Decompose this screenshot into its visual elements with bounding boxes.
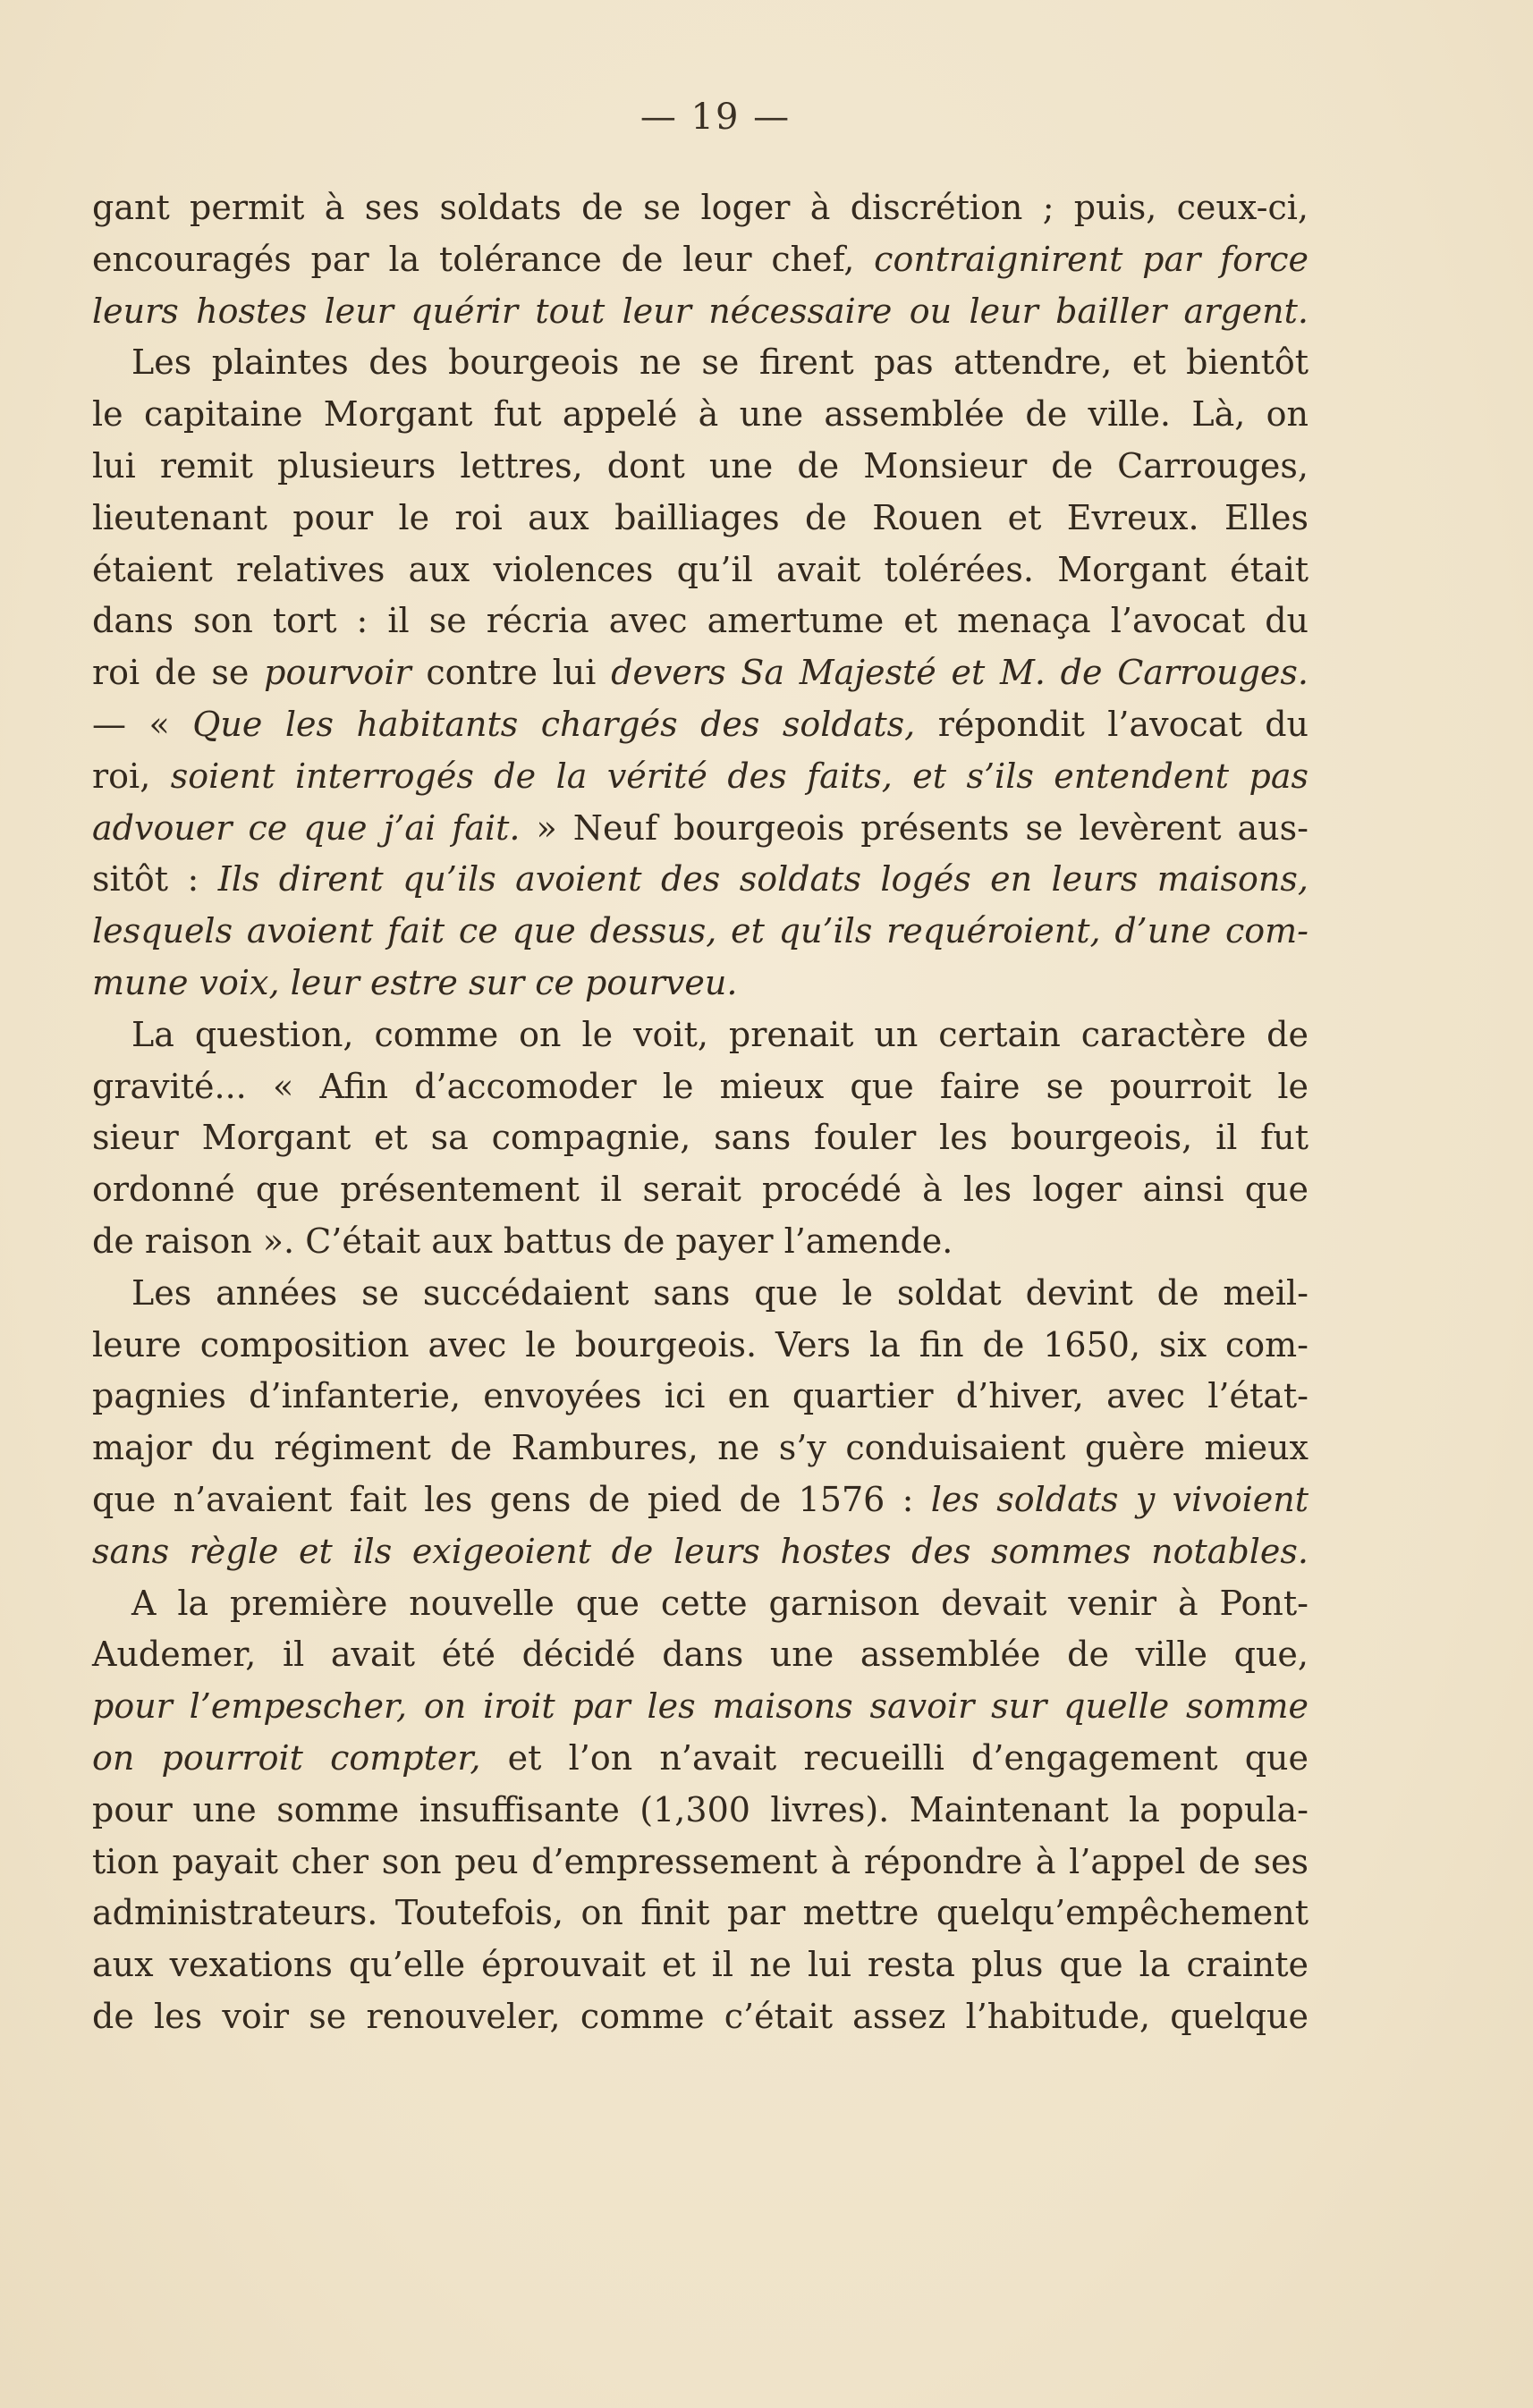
text-line-15: lesquels avoient fait ce que dessus, et qu’ils requéroient, d’une com-	[92, 911, 1309, 951]
text-line-35: aux vexations qu’elle éprouvait et il ne lui resta plus que la crainte	[92, 1945, 1309, 1985]
text-line-26: que n’avaient fait les gens de pied de 1576 : les soldats y vivoient	[92, 1479, 1309, 1519]
text-line-10: roi de se pourvoir contre lui devers Sa Majesté et M. de Carrouges.	[92, 653, 1309, 693]
text-line-16: mune voix, leur estre sur ce pourveu.	[92, 962, 738, 1002]
text-line-29: Audemer, il avait été décidé dans une assemblée de ville que,	[92, 1635, 1309, 1675]
text-line-9: dans son tort : il se récria avec amertume et menaça l’avocat du	[92, 601, 1309, 641]
text-line-24: pagnies d’infanterie, envoyées ici en quartier d’hiver, avec l’état-	[92, 1376, 1309, 1416]
text-line-17: La question, comme on le voit, prenait un certain caractère de	[131, 1014, 1309, 1054]
text-line-21: de raison ». C’était aux battus de payer l’amende.	[92, 1221, 953, 1261]
page-number: — 19 —	[639, 97, 792, 138]
text-line-2: encouragés par la tolérance de leur chef, contraignirent par force	[92, 239, 1309, 279]
text-line-31: on pourroit compter, et l’on n’avait recueilli d’engagement que	[92, 1737, 1309, 1778]
text-line-32: pour une somme insuffisante (1,300 livres). Maintenant la popula-	[92, 1789, 1309, 1829]
text-line-20: ordonné que présentement il serait procédé à les loger ainsi que	[92, 1170, 1309, 1210]
text-line-11: — « Que les habitants chargés des soldats, répondit l’avocat du	[92, 704, 1309, 744]
text-line-27: sans règle et ils exigeoient de leurs hostes des sommes notables.	[92, 1531, 1309, 1571]
text-line-4: Les plaintes des bourgeois ne se firent pas attendre, et bientôt	[131, 342, 1309, 383]
text-line-3: leurs hostes leur quérir tout leur nécessaire ou leur bailler argent.	[92, 291, 1309, 331]
text-line-14: sitôt : Ils dirent qu’ils avoient des soldats logés en leurs maisons,	[92, 859, 1309, 900]
text-line-7: lieutenant pour le roi aux bailliages de Rouen et Evreux. Elles	[92, 497, 1309, 537]
text-line-12: roi, soient interrogés de la vérité des faits, et s’ils entendent pas	[92, 756, 1309, 796]
text-line-23: leure composition avec le bourgeois. Vers la fin de 1650, six com-	[92, 1324, 1309, 1365]
text-line-13: advouer ce que j’ai fait. » Neuf bourgeois présents se levèrent aus-	[92, 807, 1309, 848]
body-text	[92, 182, 1309, 2043]
text-line-5: le capitaine Morgant fut appelé à une assemblée de ville. Là, on	[92, 394, 1309, 435]
text-line-30: pour l’empescher, on iroit par les maisons savoir sur quelle somme	[92, 1686, 1309, 1727]
text-line-34: administrateurs. Toutefois, on finit par mettre quelqu’empêchement	[92, 1893, 1309, 1933]
text-line-18: gravité... « Afin d’accomoder le mieux que faire se pourroit le	[92, 1066, 1309, 1106]
text-line-6: lui remit plusieurs lettres, dont une de Monsieur de Carrouges,	[92, 445, 1309, 486]
text-line-28: A la première nouvelle que cette garnison devait venir à Pont-	[131, 1583, 1309, 1623]
text-line-8: étaient relatives aux violences qu’il avait tolérées. Morgant était	[92, 549, 1309, 589]
text-line-22: Les années se succédaient sans que le soldat devint de meil-	[131, 1272, 1309, 1313]
text-line-1: gant permit à ses soldats de se loger à discrétion ; puis, ceux-ci,	[92, 188, 1309, 227]
text-line-25: major du régiment de Rambures, ne s’y conduisaient guère mieux	[92, 1428, 1309, 1468]
text-line-36: de les voir se renouveler, comme c’était assez l’habitude, quelque	[92, 1996, 1309, 2036]
text-line-19: sieur Morgant et sa compagnie, sans fouler les bourgeois, il fut	[92, 1118, 1309, 1158]
text-line-33: tion payait cher son peu d’empressement à répondre à l’appel de ses	[92, 1841, 1309, 1881]
